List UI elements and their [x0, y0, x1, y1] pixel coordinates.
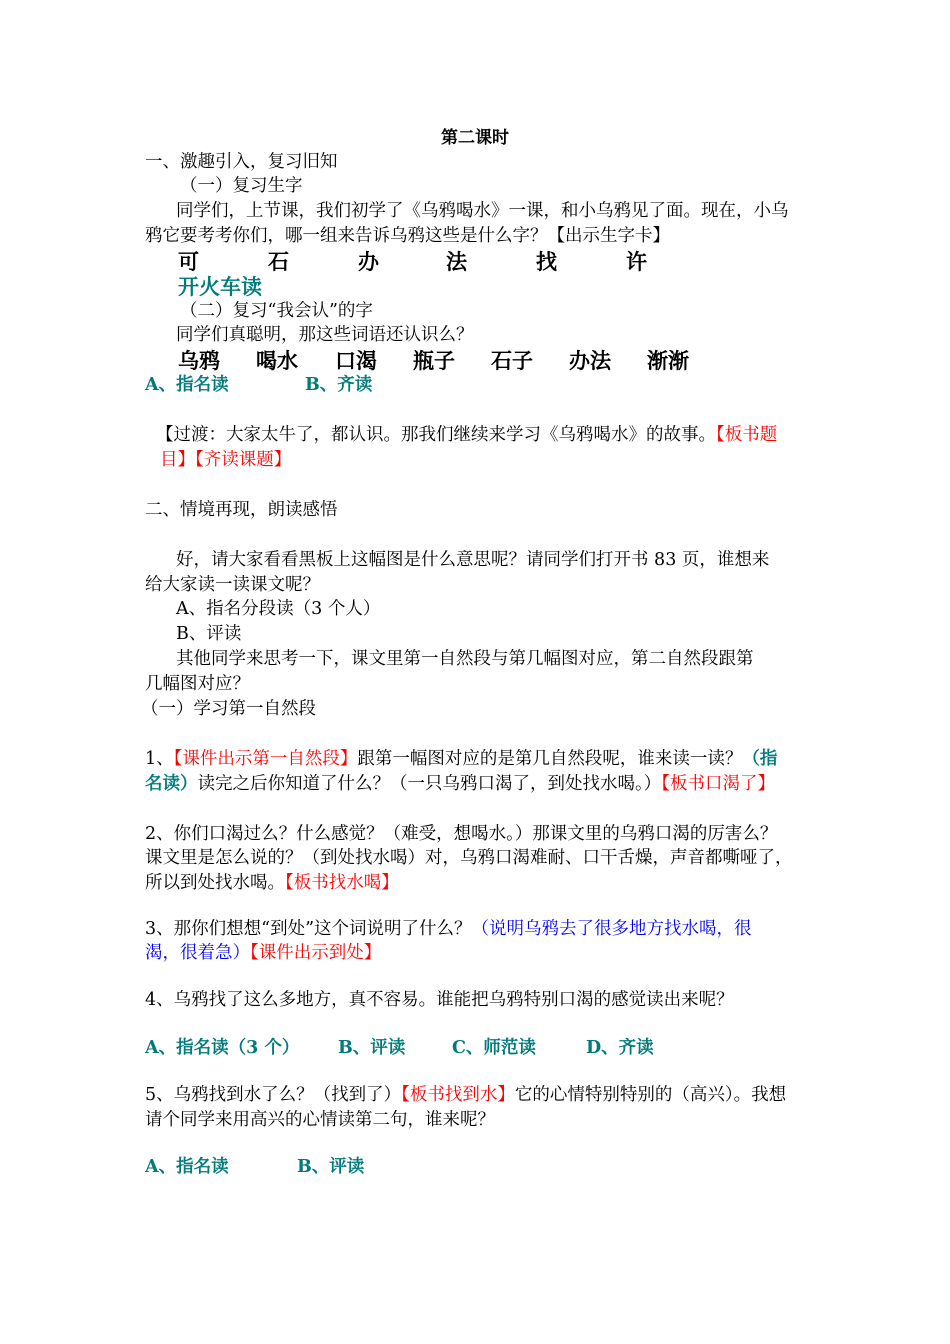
- q3-blue1: （说明乌鸦去了很多地方找水喝，很: [471, 919, 752, 939]
- character: 找: [536, 250, 557, 274]
- train-read-label: 开火车读: [178, 275, 262, 299]
- q1-red1: 【课件出示第一自然段】: [173, 749, 358, 769]
- section1-para1-line2: 鸦它要考考你们，哪一组来告诉乌鸦这些是什么字？【出示生字卡】: [145, 226, 670, 246]
- q3-red: 【课件出示到处】: [250, 943, 382, 963]
- q1-teal2: 名读）: [145, 774, 198, 794]
- question-3-line1: [145, 917, 752, 941]
- q1-text2: 读完之后你知道了什么？（一只乌鸦口渴了，到处找水喝。）: [197, 774, 662, 794]
- q1-number: 1、: [145, 749, 174, 769]
- q3-text: 3、那你们想想“到处”这个词说明了什么？: [145, 919, 472, 939]
- section2-para2-line1: 其他同学来思考一下，课文里第一自然段与第几幅图对应，第二自然段跟第: [176, 649, 754, 669]
- character: 可: [178, 250, 199, 274]
- section2-sub1: （一）学习第一自然段: [141, 699, 316, 719]
- word-row: [178, 348, 738, 374]
- word: 渐渐: [647, 349, 689, 373]
- transition-line2: 目】【齐读课题】: [160, 450, 292, 470]
- option: D、齐读: [586, 1038, 654, 1058]
- question-2-line3: [145, 871, 399, 895]
- word: 瓶子: [413, 349, 455, 373]
- question-5-line1: [145, 1083, 786, 1107]
- question-4: 4、乌鸦找了这么多地方，真不容易。谁能把乌鸦特别口渴的感觉读出来呢？: [145, 990, 734, 1010]
- word: 石子: [491, 349, 533, 373]
- section2-para1-line2: 给大家读一读课文呢？: [145, 575, 320, 595]
- section1-para2: 同学们真聪明，那这些词语还认识么？: [176, 325, 474, 345]
- section1-sub2: （二）复习“我会认”的字: [180, 301, 373, 321]
- q5-text1: 5、乌鸦找到水了么？（找到了）: [145, 1085, 402, 1105]
- question-3-line2: [145, 941, 381, 965]
- character: 办: [358, 250, 379, 274]
- q5-text2: 它的心情特别特别的（高兴）。我想: [514, 1085, 787, 1105]
- q5-red: 【板书找到水】: [401, 1085, 515, 1105]
- q3-blue2: 渴，很着急）: [145, 943, 250, 963]
- q2-text: 所以到处找水喝。: [145, 873, 285, 893]
- option: C、师范读: [452, 1038, 536, 1058]
- character-row: [178, 249, 698, 275]
- question-1-line2: [145, 772, 775, 796]
- word: 口渴: [335, 349, 377, 373]
- section2-heading: 二、情境再现，朗读感悟: [145, 500, 338, 520]
- section1-para1-line1: 同学们，上节课，我们初学了《乌鸦喝水》一课，和小乌鸦见了面。现在，小乌: [176, 201, 789, 221]
- section1-heading: 一、激趣引入，复习旧知: [145, 152, 338, 172]
- transition-line1: [156, 423, 777, 447]
- option: A、指名读: [145, 375, 229, 395]
- question-5-line2: 请个同学来用高兴的心情读第二句，谁来呢？: [145, 1110, 495, 1130]
- word: 办法: [569, 349, 611, 373]
- word: 乌鸦: [178, 349, 220, 373]
- section1-options: [145, 373, 545, 397]
- character: 许: [626, 250, 647, 274]
- q2-red: 【板书找水喝】: [285, 873, 399, 893]
- character: 石: [268, 250, 289, 274]
- option: B、齐读: [305, 375, 373, 395]
- option: A、指名读（3 个）: [145, 1038, 300, 1058]
- transition-red1: 【板书题: [716, 425, 778, 445]
- q1-text1: 跟第一幅图对应的是第几自然段呢，谁来读一读？: [357, 749, 743, 769]
- q5-options: [145, 1155, 545, 1179]
- q1-red2: 【板书口渴了】: [661, 774, 775, 794]
- section2-para1-line1: 好，请大家看看黑板上这幅图是什么意思呢？请同学们打开书 83 页，谁想来: [176, 550, 770, 570]
- page-title: 第二课时: [441, 128, 509, 148]
- question-1-line1: [145, 747, 777, 771]
- transition-text: 【过渡：大家太牛了，都认识。那我们继续来学习《乌鸦喝水》的故事。: [156, 425, 716, 445]
- question-2-line1: 2、你们口渴过么？什么感觉？（难受，想喝水。）那课文里的乌鸦口渴的厉害么？: [145, 824, 778, 844]
- question-2-line2: 课文里是怎么说的？（到处找水喝）对，乌鸦口渴难耐、口干舌燥，声音都嘶哑了，: [145, 848, 793, 868]
- character: 法: [446, 250, 467, 274]
- word: 喝水: [256, 349, 298, 373]
- section1-sub1: （一）复习生字: [180, 176, 303, 196]
- q1-teal1: （指: [742, 749, 778, 769]
- section2-item-b: B、评读: [176, 624, 242, 644]
- q4-options: [145, 1036, 705, 1060]
- option: B、评读: [338, 1038, 406, 1058]
- option: A、指名读: [145, 1157, 229, 1177]
- option: B、评读: [297, 1157, 365, 1177]
- section2-para2-line2: 几幅图对应？: [145, 674, 250, 694]
- section2-item-a: A、指名分段读（3 个人）: [176, 599, 381, 619]
